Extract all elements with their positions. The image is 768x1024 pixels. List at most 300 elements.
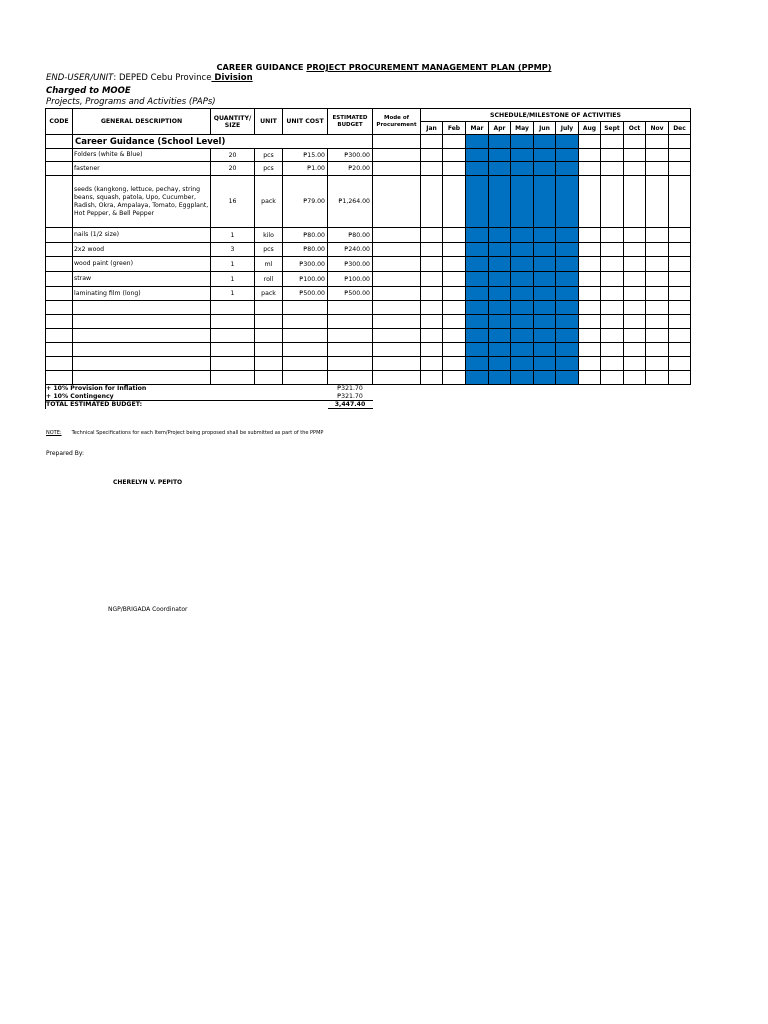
schedule-cell	[601, 357, 624, 371]
schedule-cell	[443, 243, 466, 257]
schedule-cell	[646, 272, 669, 287]
table-row	[46, 162, 691, 176]
col-header-estimated-budget: ESTIMATED BUDGET	[328, 109, 373, 135]
schedule-cell	[646, 162, 669, 176]
item-description: seeds (kangkong, lettuce, pechay, string beans, squash, patola, Upo, Cucumber, Radish, Okra, Ampalaya, Tomato, Eggplant, Hot Pepper, & Bell Pepper	[73, 176, 211, 228]
schedule-cell	[646, 371, 669, 385]
title-prefix: CAREER GUIDANCE	[216, 62, 307, 72]
item-quantity: 1	[211, 287, 255, 301]
schedule-cell	[624, 301, 646, 315]
empty-cell	[255, 329, 283, 343]
empty-cell	[211, 357, 255, 371]
schedule-cell	[489, 228, 511, 243]
empty-cell	[283, 357, 328, 371]
empty-cell	[211, 329, 255, 343]
schedule-cell	[601, 149, 624, 162]
month-header-mar: Mar	[466, 122, 489, 135]
schedule-cell	[443, 315, 466, 329]
schedule-cell	[556, 287, 579, 301]
empty-cell	[255, 357, 283, 371]
item-unit-cost: ₱100.00	[283, 272, 328, 287]
table-row	[46, 176, 691, 228]
schedule-cell	[579, 343, 601, 357]
schedule-cell	[443, 357, 466, 371]
schedule-cell	[489, 371, 511, 385]
schedule-cell	[466, 287, 489, 301]
item-quantity: 20	[211, 162, 255, 176]
schedule-cell	[624, 243, 646, 257]
item-estimated-budget: ₱300.00	[328, 257, 373, 272]
schedule-cell	[646, 135, 669, 149]
schedule-cell	[601, 176, 624, 228]
item-unit: pcs	[255, 149, 283, 162]
end-user-division: Division	[211, 73, 253, 83]
empty-row	[46, 329, 691, 343]
schedule-cell	[646, 228, 669, 243]
schedule-cell	[624, 135, 646, 149]
schedule-cell	[511, 343, 534, 357]
schedule-cell	[579, 162, 601, 176]
col-header-unit-cost: UNIT COST	[283, 109, 328, 135]
schedule-cell	[669, 371, 691, 385]
schedule-cell	[624, 228, 646, 243]
schedule-cell	[646, 357, 669, 371]
month-header-may: May	[511, 122, 534, 135]
note-text: Technical Specifications for each Item/Project being proposed shall be submitted as part of the PPMP	[71, 430, 324, 436]
schedule-cell	[534, 176, 556, 228]
inflation-value: ₱321.70	[337, 385, 363, 393]
schedule-cell	[466, 357, 489, 371]
item-quantity: 16	[211, 176, 255, 228]
schedule-cell	[556, 272, 579, 287]
schedule-cell	[624, 357, 646, 371]
empty-cell	[46, 301, 73, 315]
schedule-cell	[421, 343, 443, 357]
schedule-cell	[466, 149, 489, 162]
mode-cell	[373, 176, 421, 228]
schedule-cell	[421, 287, 443, 301]
item-unit-cost: ₱15.00	[283, 149, 328, 162]
item-unit: pack	[255, 287, 283, 301]
schedule-cell	[624, 343, 646, 357]
schedule-cell	[669, 176, 691, 228]
schedule-cell	[466, 315, 489, 329]
item-unit-cost: ₱80.00	[283, 228, 328, 243]
schedule-cell	[624, 176, 646, 228]
schedule-cell	[421, 162, 443, 176]
schedule-cell	[443, 329, 466, 343]
schedule-cell	[489, 272, 511, 287]
schedule-cell	[421, 329, 443, 343]
empty-cell	[283, 301, 328, 315]
total-label: TOTAL ESTIMATED BUDGET:	[46, 401, 328, 409]
month-header-nov: Nov	[646, 122, 669, 135]
schedule-cell	[443, 343, 466, 357]
code-cell	[46, 162, 73, 176]
schedule-cell	[534, 162, 556, 176]
schedule-cell	[579, 371, 601, 385]
schedule-cell	[421, 243, 443, 257]
schedule-cell	[624, 149, 646, 162]
item-unit-cost: ₱500.00	[283, 287, 328, 301]
schedule-cell	[511, 371, 534, 385]
item-estimated-budget: ₱500.00	[328, 287, 373, 301]
schedule-cell	[646, 329, 669, 343]
schedule-cell	[669, 301, 691, 315]
empty-cell	[73, 371, 211, 385]
item-estimated-budget: ₱20.00	[328, 162, 373, 176]
item-quantity: 1	[211, 228, 255, 243]
month-header-oct: Oct	[624, 122, 646, 135]
schedule-cell	[511, 243, 534, 257]
page-title	[0, 62, 768, 72]
schedule-cell	[646, 243, 669, 257]
schedule-cell	[511, 135, 534, 149]
schedule-cell	[556, 135, 579, 149]
item-unit: roll	[255, 272, 283, 287]
schedule-cell	[534, 135, 556, 149]
empty-row	[46, 301, 691, 315]
empty-cell	[73, 301, 211, 315]
schedule-cell	[669, 329, 691, 343]
schedule-cell	[669, 162, 691, 176]
schedule-cell	[579, 287, 601, 301]
schedule-cell	[646, 315, 669, 329]
schedule-cell	[534, 329, 556, 343]
schedule-cell	[579, 315, 601, 329]
schedule-cell	[511, 176, 534, 228]
month-header-dec: Dec	[669, 122, 691, 135]
item-estimated-budget: ₱240.00	[328, 243, 373, 257]
schedule-cell	[601, 315, 624, 329]
schedule-cell	[511, 287, 534, 301]
month-header-apr: Apr	[489, 122, 511, 135]
mode-cell	[373, 162, 421, 176]
schedule-cell	[443, 149, 466, 162]
code-cell	[46, 287, 73, 301]
col-header-code: CODE	[46, 109, 73, 135]
empty-row	[46, 315, 691, 329]
schedule-cell	[466, 243, 489, 257]
schedule-cell	[511, 272, 534, 287]
item-unit: ml	[255, 257, 283, 272]
schedule-cell	[466, 176, 489, 228]
schedule-cell	[489, 149, 511, 162]
schedule-cell	[601, 162, 624, 176]
schedule-cell	[511, 357, 534, 371]
schedule-cell	[466, 135, 489, 149]
schedule-cell	[511, 162, 534, 176]
item-description: wood paint (green)	[73, 257, 211, 272]
empty-cell	[283, 371, 328, 385]
empty-cell	[328, 371, 373, 385]
item-quantity: 20	[211, 149, 255, 162]
empty-cell	[73, 329, 211, 343]
schedule-cell	[556, 329, 579, 343]
empty-cell	[283, 329, 328, 343]
schedule-cell	[579, 272, 601, 287]
schedule-cell	[646, 257, 669, 272]
empty-cell	[211, 301, 255, 315]
mode-cell	[373, 228, 421, 243]
schedule-cell	[443, 272, 466, 287]
schedule-cell	[669, 257, 691, 272]
empty-cell	[255, 343, 283, 357]
schedule-cell	[556, 149, 579, 162]
item-description: nails (1/2 size)	[73, 228, 211, 243]
mode-cell	[373, 257, 421, 272]
schedule-cell	[466, 272, 489, 287]
note-label: NOTE:	[46, 430, 62, 436]
paps-label: Projects, Programs and Activities (PAPs)	[46, 97, 216, 107]
inflation-label: + 10% Provision for Inflation	[46, 385, 328, 393]
signatory-name: CHERELYN V. PEPITO	[113, 479, 183, 486]
empty-row	[46, 371, 691, 385]
code-cell	[46, 176, 73, 228]
col-header-description: GENERAL DESCRIPTION	[73, 109, 211, 135]
schedule-cell	[421, 301, 443, 315]
schedule-cell	[579, 243, 601, 257]
schedule-cell	[534, 301, 556, 315]
item-unit-cost: ₱1.00	[283, 162, 328, 176]
month-header-sept: Sept	[601, 122, 624, 135]
month-header-jun: Jun	[534, 122, 556, 135]
schedule-cell	[421, 371, 443, 385]
schedule-cell	[489, 301, 511, 315]
schedule-cell	[443, 287, 466, 301]
empty-cell	[46, 329, 73, 343]
empty-cell	[373, 343, 421, 357]
item-quantity: 1	[211, 272, 255, 287]
schedule-cell	[489, 315, 511, 329]
table-row	[46, 228, 691, 243]
schedule-cell	[556, 343, 579, 357]
item-description: laminating film (long)	[73, 287, 211, 301]
schedule-cell	[466, 343, 489, 357]
table-row	[46, 272, 691, 287]
schedule-cell	[534, 257, 556, 272]
item-estimated-budget: ₱300.00	[328, 149, 373, 162]
empty-cell	[373, 301, 421, 315]
code-cell	[46, 149, 73, 162]
schedule-cell	[489, 243, 511, 257]
item-estimated-budget: ₱1,264.00	[328, 176, 373, 228]
schedule-cell	[443, 257, 466, 272]
schedule-cell	[489, 257, 511, 272]
schedule-cell	[443, 371, 466, 385]
table-row	[46, 149, 691, 162]
empty-cell	[46, 371, 73, 385]
contingency-value: ₱321.70	[328, 393, 373, 401]
schedule-cell	[669, 243, 691, 257]
note	[46, 430, 323, 436]
schedule-cell	[624, 315, 646, 329]
schedule-cell	[511, 228, 534, 243]
table-row	[46, 243, 691, 257]
empty-cell	[328, 315, 373, 329]
schedule-cell	[421, 149, 443, 162]
empty-cell	[255, 315, 283, 329]
item-description: Folders (white & Blue)	[73, 149, 211, 162]
end-user-line	[46, 73, 253, 83]
schedule-cell	[511, 329, 534, 343]
code-cell	[46, 228, 73, 243]
empty-cell	[46, 343, 73, 357]
schedule-cell	[421, 272, 443, 287]
schedule-cell	[669, 272, 691, 287]
code-cell	[46, 243, 73, 257]
schedule-cell	[511, 301, 534, 315]
schedule-cell	[601, 272, 624, 287]
code-cell	[46, 257, 73, 272]
schedule-cell	[579, 301, 601, 315]
schedule-cell	[669, 287, 691, 301]
schedule-cell	[646, 176, 669, 228]
category-label: Career Guidance (School Level)	[73, 135, 373, 149]
schedule-cell	[669, 149, 691, 162]
schedule-cell	[489, 162, 511, 176]
schedule-cell	[601, 371, 624, 385]
item-quantity: 3	[211, 243, 255, 257]
schedule-cell	[579, 149, 601, 162]
schedule-cell	[556, 371, 579, 385]
item-description: 2x2 wood	[73, 243, 211, 257]
schedule-cell	[624, 287, 646, 301]
schedule-cell	[624, 162, 646, 176]
empty-cell	[255, 301, 283, 315]
empty-cell	[46, 357, 73, 371]
empty-cell	[328, 357, 373, 371]
schedule-cell	[443, 228, 466, 243]
signatory-title: NGP/BRIGADA Coordinator	[108, 606, 188, 613]
schedule-cell	[601, 228, 624, 243]
schedule-cell	[489, 135, 511, 149]
schedule-cell	[534, 343, 556, 357]
schedule-cell	[534, 228, 556, 243]
schedule-cell	[669, 343, 691, 357]
empty-cell	[328, 343, 373, 357]
schedule-cell	[534, 371, 556, 385]
schedule-cell	[489, 287, 511, 301]
item-unit: pcs	[255, 162, 283, 176]
item-estimated-budget: ₱80.00	[328, 228, 373, 243]
schedule-cell	[421, 257, 443, 272]
schedule-cell	[669, 357, 691, 371]
col-header-unit: UNIT	[255, 109, 283, 135]
schedule-cell	[421, 228, 443, 243]
schedule-cell	[489, 176, 511, 228]
schedule-cell	[534, 149, 556, 162]
empty-cell	[73, 343, 211, 357]
schedule-cell	[669, 228, 691, 243]
schedule-cell	[421, 315, 443, 329]
schedule-cell	[534, 272, 556, 287]
schedule-cell	[466, 371, 489, 385]
schedule-cell	[601, 243, 624, 257]
item-description: fastener	[73, 162, 211, 176]
empty-cell	[283, 343, 328, 357]
item-quantity: 1	[211, 257, 255, 272]
schedule-cell	[556, 301, 579, 315]
schedule-cell	[556, 176, 579, 228]
empty-cell	[373, 371, 421, 385]
mode-cell	[373, 287, 421, 301]
empty-cell	[73, 315, 211, 329]
empty-cell	[373, 357, 421, 371]
schedule-cell	[534, 315, 556, 329]
schedule-cell	[556, 257, 579, 272]
schedule-cell	[421, 176, 443, 228]
contingency-label: + 10% Contingency	[46, 393, 328, 401]
mode-cell	[373, 272, 421, 287]
schedule-cell	[624, 371, 646, 385]
schedule-cell	[466, 228, 489, 243]
schedule-cell	[511, 315, 534, 329]
table-row	[46, 287, 691, 301]
schedule-cell	[624, 272, 646, 287]
item-unit: pcs	[255, 243, 283, 257]
schedule-cell	[579, 135, 601, 149]
end-user-value: : DEPED Cebu Province	[113, 73, 212, 83]
col-header-quantity: QUANTITY/ SIZE	[211, 109, 255, 135]
schedule-cell	[511, 149, 534, 162]
empty-row	[46, 343, 691, 357]
empty-cell	[373, 315, 421, 329]
schedule-cell	[579, 257, 601, 272]
empty-row	[46, 357, 691, 371]
month-header-july: July	[556, 122, 579, 135]
schedule-cell	[443, 301, 466, 315]
schedule-cell	[601, 301, 624, 315]
schedule-cell	[489, 329, 511, 343]
col-header-schedule: SCHEDULE/MILESTONE OF ACTIVITIES	[421, 109, 691, 122]
month-header-aug: Aug	[579, 122, 601, 135]
schedule-cell	[556, 357, 579, 371]
schedule-cell	[601, 287, 624, 301]
item-unit: kilo	[255, 228, 283, 243]
schedule-cell	[579, 357, 601, 371]
schedule-cell	[466, 301, 489, 315]
schedule-cell	[601, 135, 624, 149]
empty-cell	[255, 371, 283, 385]
empty-cell	[211, 315, 255, 329]
month-header-jan: Jan	[421, 122, 443, 135]
empty-cell	[328, 301, 373, 315]
item-description: straw	[73, 272, 211, 287]
empty-cell	[283, 315, 328, 329]
schedule-cell	[534, 287, 556, 301]
schedule-cell	[669, 315, 691, 329]
schedule-cell	[443, 176, 466, 228]
schedule-cell	[534, 357, 556, 371]
schedule-cell	[489, 357, 511, 371]
empty-cell	[328, 329, 373, 343]
schedule-cell	[624, 329, 646, 343]
schedule-cell	[669, 135, 691, 149]
item-unit: pack	[255, 176, 283, 228]
schedule-cell	[646, 149, 669, 162]
empty-cell	[211, 343, 255, 357]
schedule-cell	[489, 343, 511, 357]
table-row	[46, 257, 691, 272]
schedule-cell	[579, 228, 601, 243]
schedule-cell	[534, 243, 556, 257]
schedule-cell	[601, 329, 624, 343]
end-user-label: END-USER/UNIT	[46, 73, 114, 83]
empty-cell	[373, 329, 421, 343]
empty-cell	[46, 315, 73, 329]
mode-cell	[373, 135, 421, 149]
